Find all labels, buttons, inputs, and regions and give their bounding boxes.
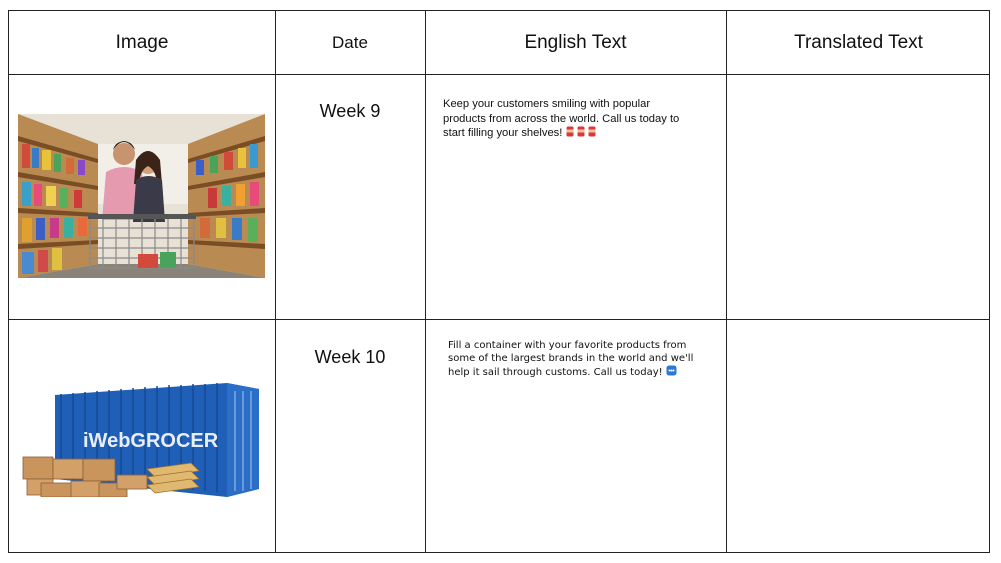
header-date: Date [332,33,368,52]
row-week-10-translated-text[interactable] [726,319,991,554]
shipping-container-photo [21,379,261,497]
content-calendar-table [8,10,990,553]
container-brand-text: iWebGROCER [83,430,219,452]
column-divider [275,11,276,552]
header-english-text: English Text [524,32,627,53]
row-week-10-english-text: Fill a container with your favorite products from some of the largest brands in the world and we'll help it sail through customs. Call us today! [448,340,694,378]
column-divider [425,11,426,552]
header-image: Image [115,32,169,53]
grocery-couple-photo [18,114,265,278]
row-week-9-date: Week 9 [319,101,381,121]
soda-can-icon [588,126,596,142]
header-translated-text: Translated Text [794,32,923,53]
soda-can-icon [566,126,574,142]
row-week-9-english-text: Keep your customers smiling with popular products from across the world. Call us today to start filling your shelves! [443,97,693,142]
row-week-10-date: Week 10 [314,347,386,367]
row-week-9-translated-text[interactable] [726,74,991,319]
speech-bubble-icon [666,365,677,380]
soda-can-icon [577,126,585,142]
